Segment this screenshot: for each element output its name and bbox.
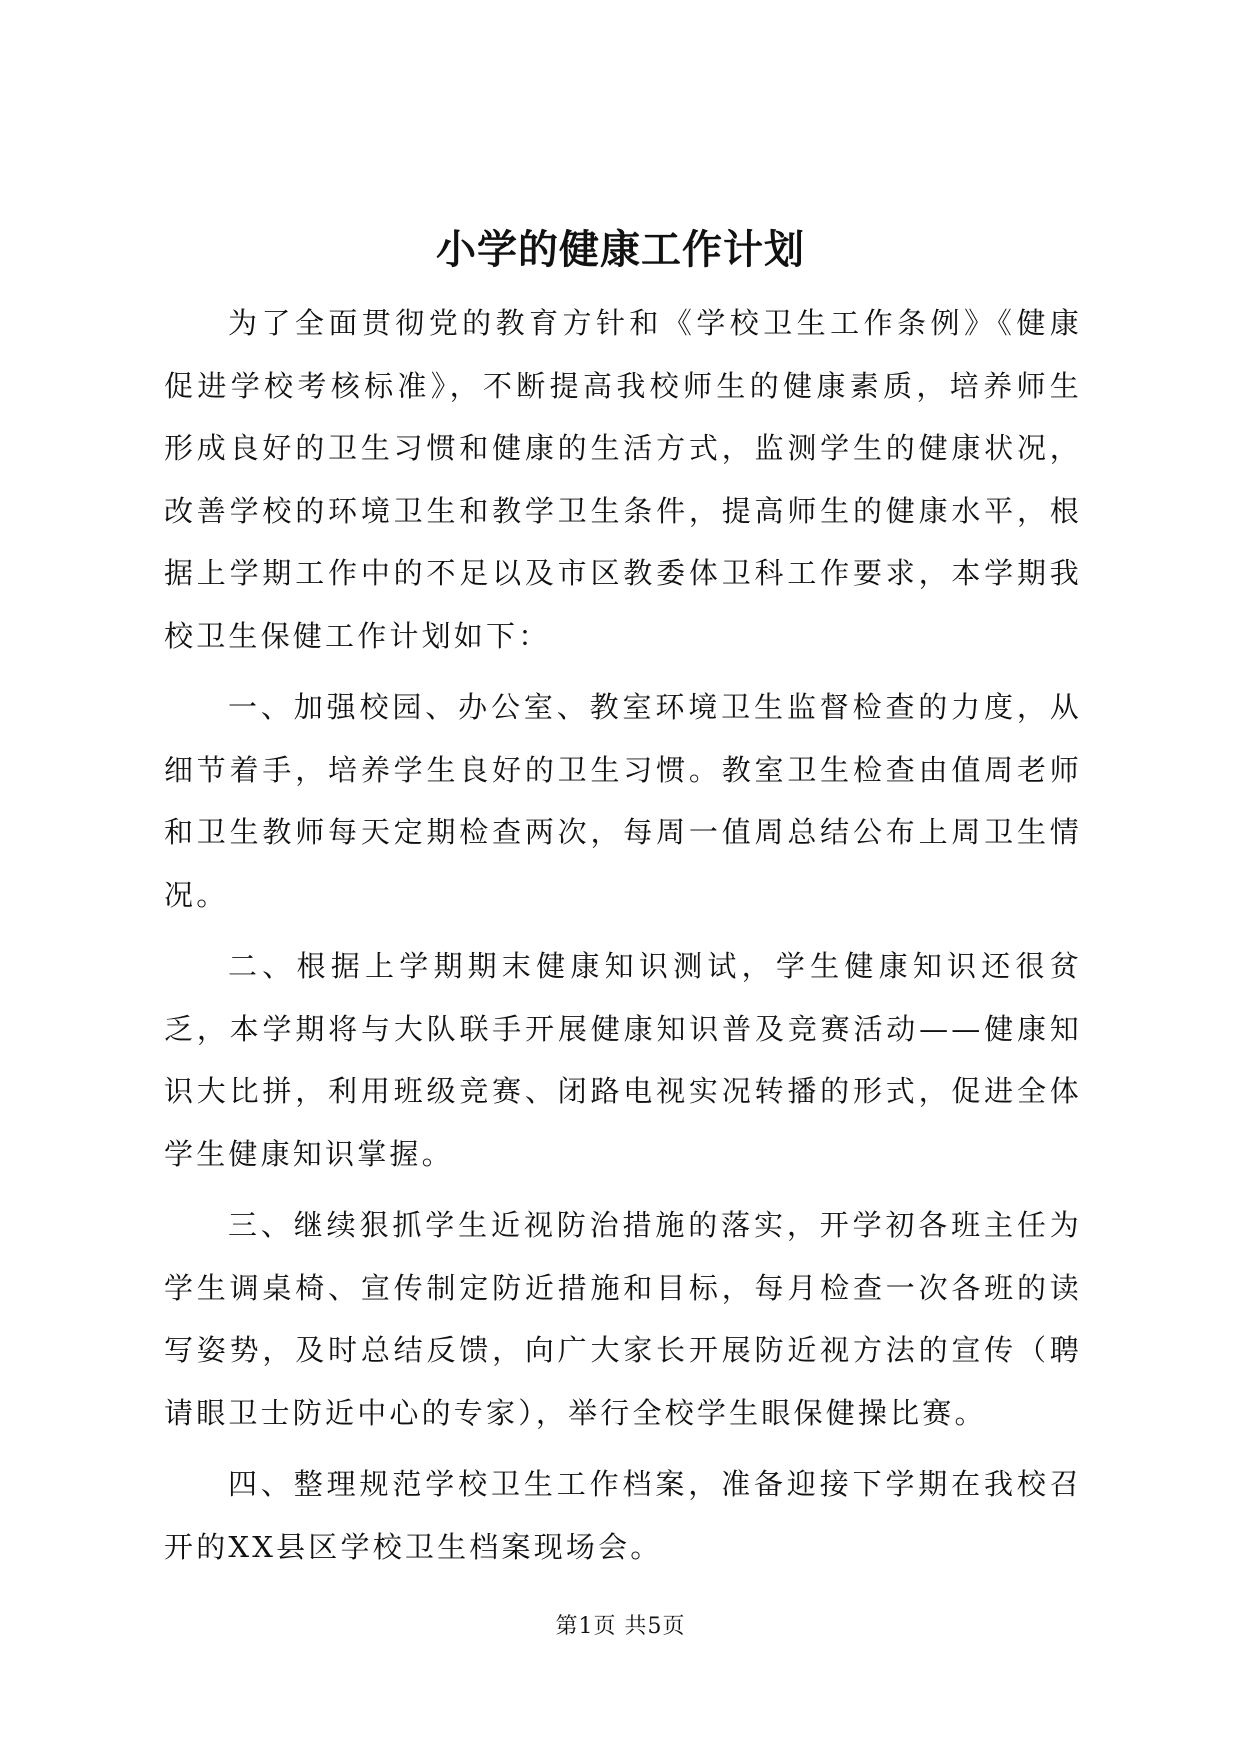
document-title: 小学的健康工作计划 [436,226,805,273]
document-body [164,292,1082,1587]
paragraph-intro: 为了全面贯彻党的教育方针和《学校卫生工作条例》《健康促进学校考核标准》，不断提高我校师生的健康素质，培养师生形成良好的卫生习惯和健康的生活方式，监测学生的健康状况，改善学校的环境卫生和教学卫生条件，提高师生的健康水平，根据上学期工作中的不足以及市区教委体卫科工作要求，本学期我校卫生保健工作计划如下： [164,306,1082,653]
paragraph-item-3: 三、继续狠抓学生近视防治措施的落实，开学初各班主任为学生调桌椅、宣传制定防近措施和目标，每月检查一次各班的读写姿势，及时总结反馈，向广大家长开展防近视方法的宣传（聘请眼卫士防近中心的专家），举行全校学生眼保健操比赛。 [164,1208,1082,1430]
page-number-footer: 第1页 共5页 [555,1614,686,1639]
paragraph-item-4: 四、整理规范学校卫生工作档案，准备迎接下学期在我校召开的XX县区学校卫生档案现场会。 [164,1467,1082,1564]
paragraph-item-1: 一、加强校园、办公室、教室环境卫生监督检查的力度，从细节着手，培养学生良好的卫生习惯。教室卫生检查由值周老师和卫生教师每天定期检查两次，每周一值周总结公布上周卫生情况。 [164,690,1082,912]
paragraph-item-2: 二、根据上学期期末健康知识测试，学生健康知识还很贫乏，本学期将与大队联手开展健康知识普及竞赛活动——健康知识大比拼，利用班级竞赛、闭路电视实况转播的形式，促进全体学生健康知识掌握。 [164,949,1082,1171]
